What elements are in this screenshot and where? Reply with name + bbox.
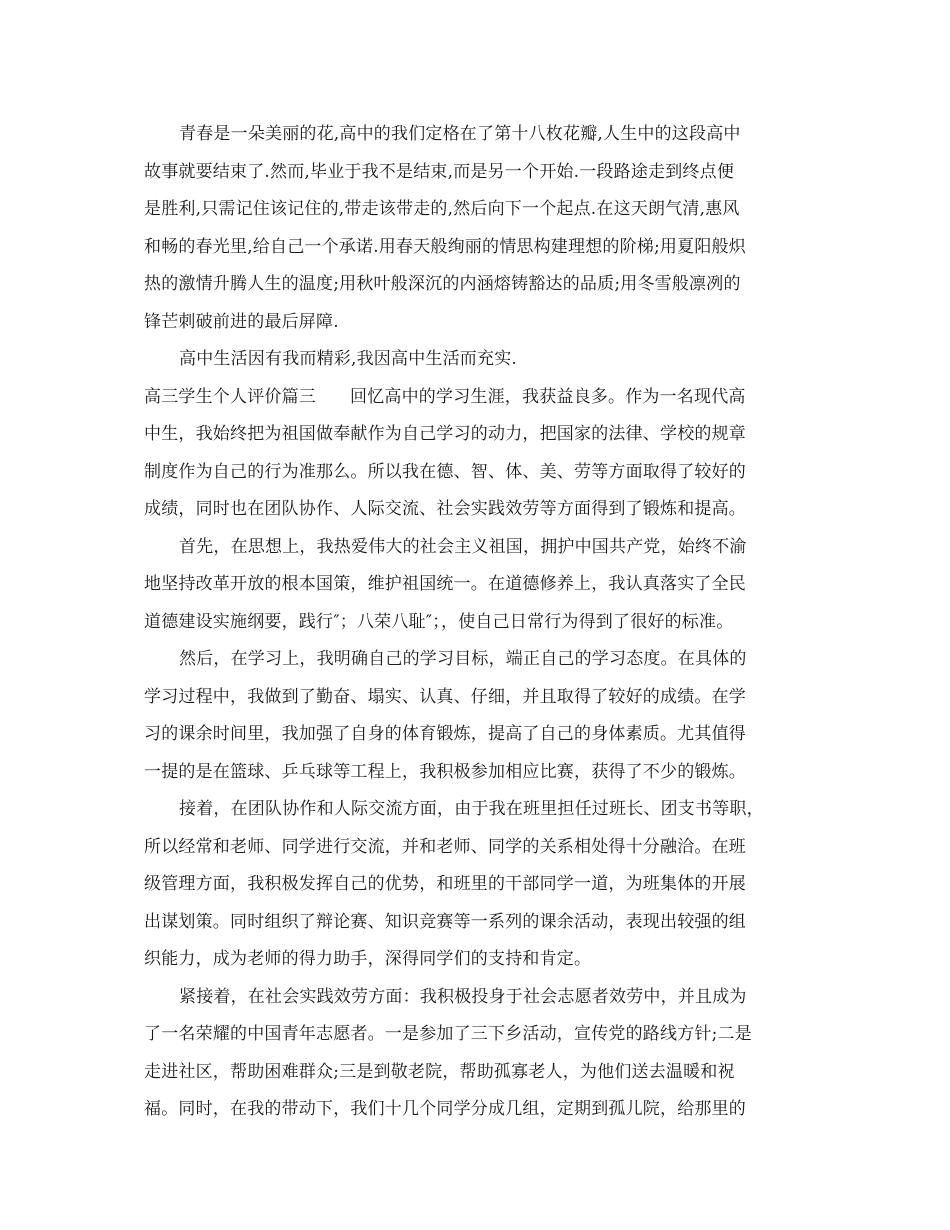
text-line: 一提的是在篮球、乒乓球等工程上，我积极参加相应比赛，获得了不少的锻炼。	[144, 761, 746, 782]
text-line: 中生，我始终把为祖国做奉献作为自己学习的动力，把国家的法律、学校的规章	[144, 424, 746, 444]
text-line: 青春是一朵美丽的花,高中的我们定格在了第十八枚花瓣,人生中的这段高中	[179, 124, 741, 144]
text-line: 走进社区，帮助困难群众;三是到敬老院，帮助孤寡老人，为他们送去温暖和祝	[144, 1061, 735, 1082]
text-line: 地坚持改革开放的根本国策，维护祖国统一。在道德修养上，我认真落实了全民	[144, 574, 746, 594]
text-line: 学习过程中，我做到了勤奋、塌实、认真、仔细，并且取得了较好的成绩。在学	[144, 686, 746, 707]
text-line: 了一名荣耀的中国青年志愿者。一是参加了三下乡活动，宣传党的路线方针;二是	[144, 1024, 752, 1044]
text-line: 首先，在思想上，我热爱伟大的社会主义祖国，拥护中国共产党，始终不渝	[179, 536, 747, 557]
text-line: 道德建设实施纲要，践行″；八荣八耻″；，使自己日常行为得到了很好的标准。	[144, 611, 734, 632]
text-line: 热的激情升腾人生的温度;用秋叶般深沉的内涵熔铸豁达的品质;用冬雪般凛冽的	[144, 274, 741, 294]
text-line: 成绩，同时也在团队协作、人际交流、社会实践效劳等方面得到了锻炼和提高。	[144, 499, 746, 519]
text-line: 和畅的春光里,给自己一个承诺.用春天般绚丽的情思构建理想的阶梯;用夏阳般炽	[144, 236, 746, 257]
text-line: 习的课余时间里，我加强了自身的体育锻炼，提高了自己的身体素质。尤其值得	[144, 724, 746, 744]
section-heading: 高三学生个人评价篇三	[144, 386, 316, 407]
text-line: 福。同时，在我的带动下，我们十几个同学分成几组，定期到孤儿院，给那里的	[144, 1099, 746, 1119]
text-line: 高中生活因有我而精彩,我因高中生活而充实.	[179, 349, 518, 369]
text-line: 回忆高中的学习生涯，我获益良多。作为一名现代高	[350, 386, 746, 407]
text-line: 然后，在学习上，我明确自己的学习目标，端正自己的学习态度。在具体的	[179, 649, 747, 669]
heading-line	[144, 379, 814, 417]
text-line: 制度作为自己的行为准那么。所以我在德、智、体、美、劳等方面取得了较好的	[144, 461, 746, 482]
text-line: 锋芒刺破前进的最后屏障.	[144, 311, 339, 332]
text-line: 是胜利,只需记住该记住的,带走该带走的,然后向下一个起点.在这天朗气清,惠风	[144, 199, 740, 219]
text-line: 故事就要结束了.然而,毕业于我不是结束,而是另一个开始.一段路途走到终点便	[144, 161, 735, 182]
text-line: 织能力，成为老师的得力助手，深得同学们的支持和肯定。	[144, 949, 592, 969]
text-line: 接着，在团队协作和人际交流方面，由于我在班里担任过班长、团支书等职，	[179, 799, 764, 819]
text-line: 级管理方面，我积极发挥自己的优势，和班里的干部同学一道，为班集体的开展	[144, 874, 746, 894]
text-line: 出谋划策。同时组织了辩论赛、知识竞赛等一系列的课余活动，表现出较强的组	[144, 911, 746, 932]
text-line: 所以经常和老师、同学进行交流，并和老师、同学的关系相处得十分融洽。在班	[144, 836, 746, 857]
text-line: 紧接着，在社会实践效劳方面：我积极投身于社会志愿者效劳中，并且成为	[179, 986, 747, 1007]
document-body	[144, 116, 814, 1129]
